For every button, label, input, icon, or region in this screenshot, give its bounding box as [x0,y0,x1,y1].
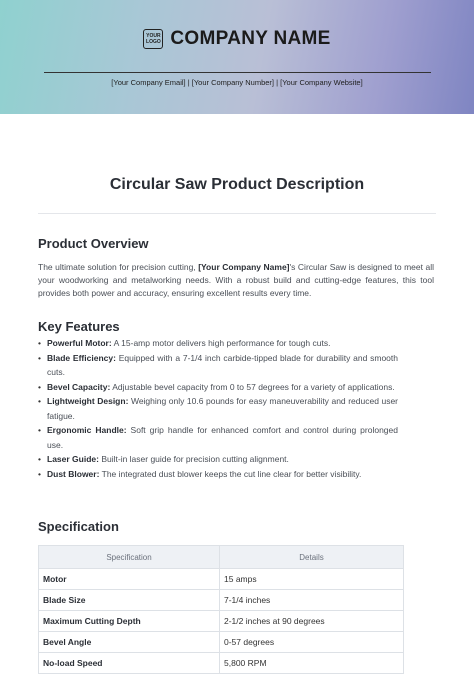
feature-text: Adjustable bevel capacity from 0 to 57 degrees for a variety of applications. [110,381,395,392]
spec-name-cell: Motor [39,569,220,590]
feature-label: Bevel Capacity: [47,381,111,392]
overview-text-after: 's Circular Saw is designed to meet all your woodworking and metalworking needs. With a robust build and cutting-edge features, this tool provides both power and accuracy, ensuring excellent results every time. [38,262,434,298]
header-divider [44,72,431,73]
column-header-specification: Specification [39,546,220,569]
table-row [39,611,404,632]
spec-detail-cell: 7-1/4 inches [220,590,404,611]
contact-line: [Your Company Email] | [Your Company Number] | [Your Company Website] [111,78,363,87]
feature-text: Equipped with a 7-1/4 inch carbide-tipped blade for durability and smooth cuts. [47,352,398,377]
table-row [39,569,404,590]
feature-item [38,423,398,452]
specification-table [38,545,404,674]
table-header-row [39,546,404,569]
feature-text: Soft grip handle for enhanced comfort and control during prolonged use. [47,425,398,450]
key-features-list [38,336,398,481]
spec-detail-cell: 2-1/2 inches at 90 degrees [220,611,404,632]
column-header-details: Details [220,546,404,569]
specification-heading: Specification [38,519,119,534]
feature-text: Built-in laser guide for precision cutting alignment. [98,454,289,464]
document-title: Circular Saw Product Description [109,176,365,193]
overview-paragraph [38,261,434,300]
title-divider [38,213,436,214]
feature-text: Weighing only 10.6 pounds for easy maneuverability and reduced user fatigue. [47,396,398,421]
overview-text-before: The ultimate solution for precision cutting, [38,262,199,272]
logo-row [0,26,474,52]
spec-name-cell: Bevel Angle [39,632,220,653]
feature-label: Laser Guide: [47,454,99,464]
feature-label: Dust Blower: [47,468,100,479]
feature-label: Blade Efficiency: [47,352,116,363]
feature-text: A 15-amp motor delivers high performance for tough cuts. [111,338,331,348]
table-row [39,590,404,611]
feature-text: The integrated dust blower keeps the cut line clear for better visibility. [99,468,362,479]
spec-name-cell: Blade Size [39,590,220,611]
feature-label: Lightweight Design: [47,396,129,406]
spec-detail-cell: 5,800 RPM [220,653,404,674]
feature-item [38,394,398,423]
table-row [39,653,404,674]
feature-item [38,452,398,467]
company-name-placeholder: [Your Company Name] [198,262,290,272]
feature-item [38,336,398,351]
feature-label: Ergonomic Handle: [47,425,127,435]
feature-item [38,467,398,482]
feature-label: Powerful Motor: [47,338,112,348]
key-features-heading: Key Features [38,319,120,334]
feature-item [38,351,398,380]
spec-name-cell: No-load Speed [39,653,220,674]
spec-name-cell: Maximum Cutting Depth [39,611,220,632]
spec-detail-cell: 15 amps [220,569,404,590]
company-name: COMPANY NAME [170,28,331,49]
document-header [0,0,474,114]
feature-item [38,380,398,395]
table-row [39,632,404,653]
spec-detail-cell: 0-57 degrees [220,632,404,653]
overview-heading: Product Overview [38,236,149,251]
company-logo: YOUR LOGO [143,29,163,49]
